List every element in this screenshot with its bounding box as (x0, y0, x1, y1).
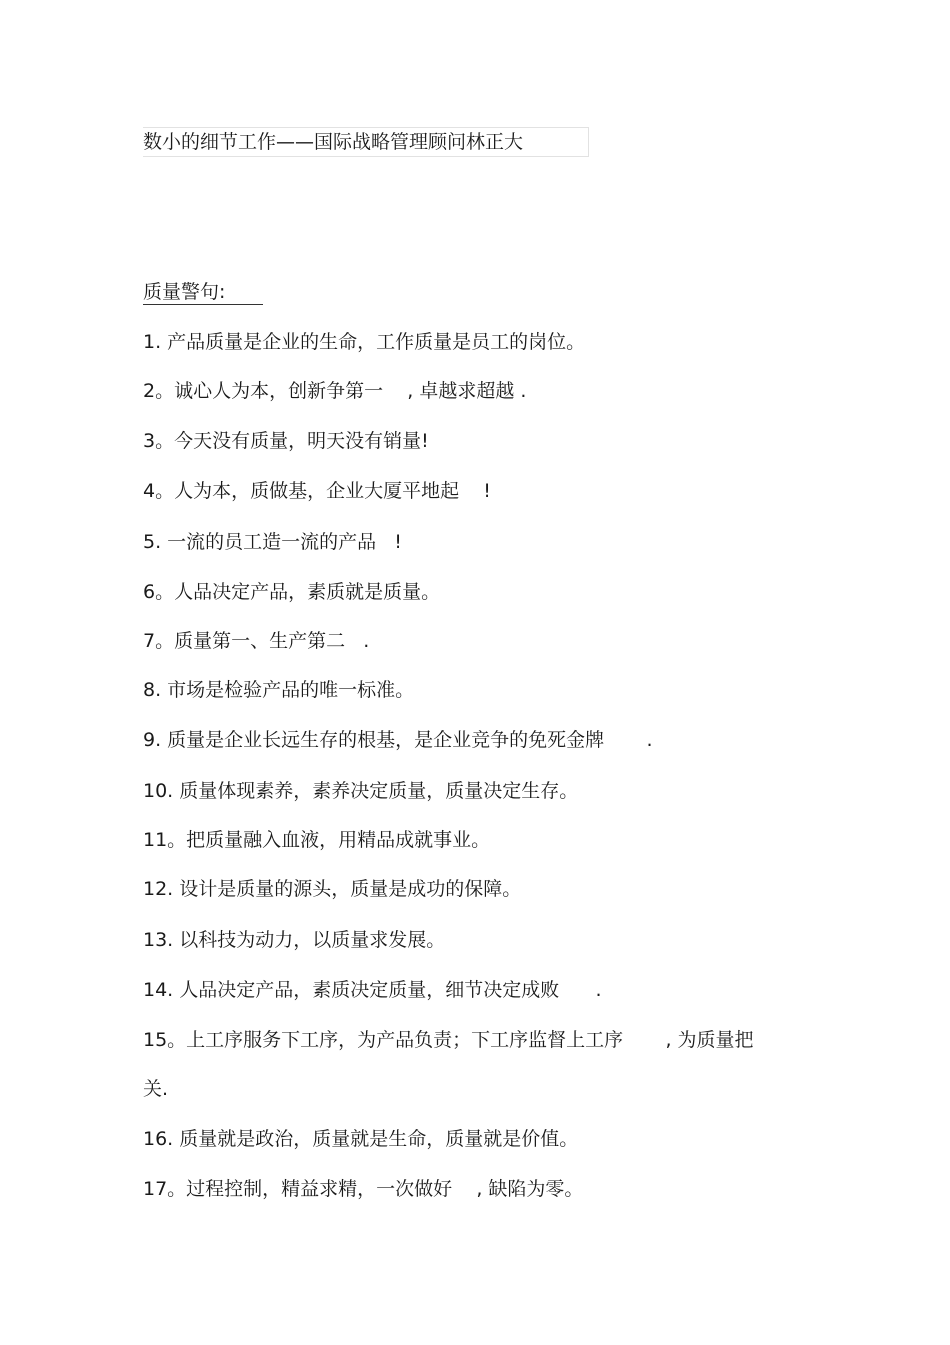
quote-line: 1. 产品质量是企业的生命，工作质量是员工的岗位。 (143, 331, 586, 353)
quote-line: 17。过程控制，精益求精，一次做好 , 缺陷为零。 (143, 1178, 584, 1200)
quote-line: 2。诚心人为本，创新争第一 , 卓越求超越 . (143, 380, 527, 402)
section-heading: 质量警句: (143, 279, 263, 305)
quote-line: 关. (143, 1078, 169, 1100)
quote-line: 8. 市场是检验产品的唯一标准。 (143, 679, 415, 701)
quote-line: 7。质量第一、生产第二 . (143, 630, 370, 652)
quote-line: 4。人为本，质做基，企业大厦平地起 ! (143, 480, 491, 502)
quote-line: 12. 设计是质量的源头，质量是成功的保障。 (143, 878, 522, 900)
quote-line: 11。把质量融入血液，用精品成就事业。 (143, 829, 491, 851)
quote-line: 15。上工序服务下工序，为产品负责；下工序监督上工序 , 为质量把 (143, 1029, 754, 1051)
quote-line: 3。今天没有质量，明天没有销量! (143, 430, 429, 452)
quote-line: 9. 质量是企业长远生存的根基，是企业竞争的免死金牌 . (143, 729, 653, 751)
quote-line: 13. 以科技为动力，以质量求发展。 (143, 929, 446, 951)
quote-line: 10. 质量体现素养，素养决定质量，质量决定生存。 (143, 780, 579, 802)
quote-line: 6。人品决定产品，素质就是质量。 (143, 581, 441, 603)
quote-line: 5. 一流的员工造一流的产品 ! (143, 531, 402, 553)
quote-line: 16. 质量就是政治，质量就是生命，质量就是价值。 (143, 1128, 579, 1150)
quote-line: 14. 人品决定产品，素质决定质量，细节决定成败 . (143, 979, 602, 1001)
document-title: 数小的细节工作——国际战略管理顾问林正大 (143, 127, 589, 157)
